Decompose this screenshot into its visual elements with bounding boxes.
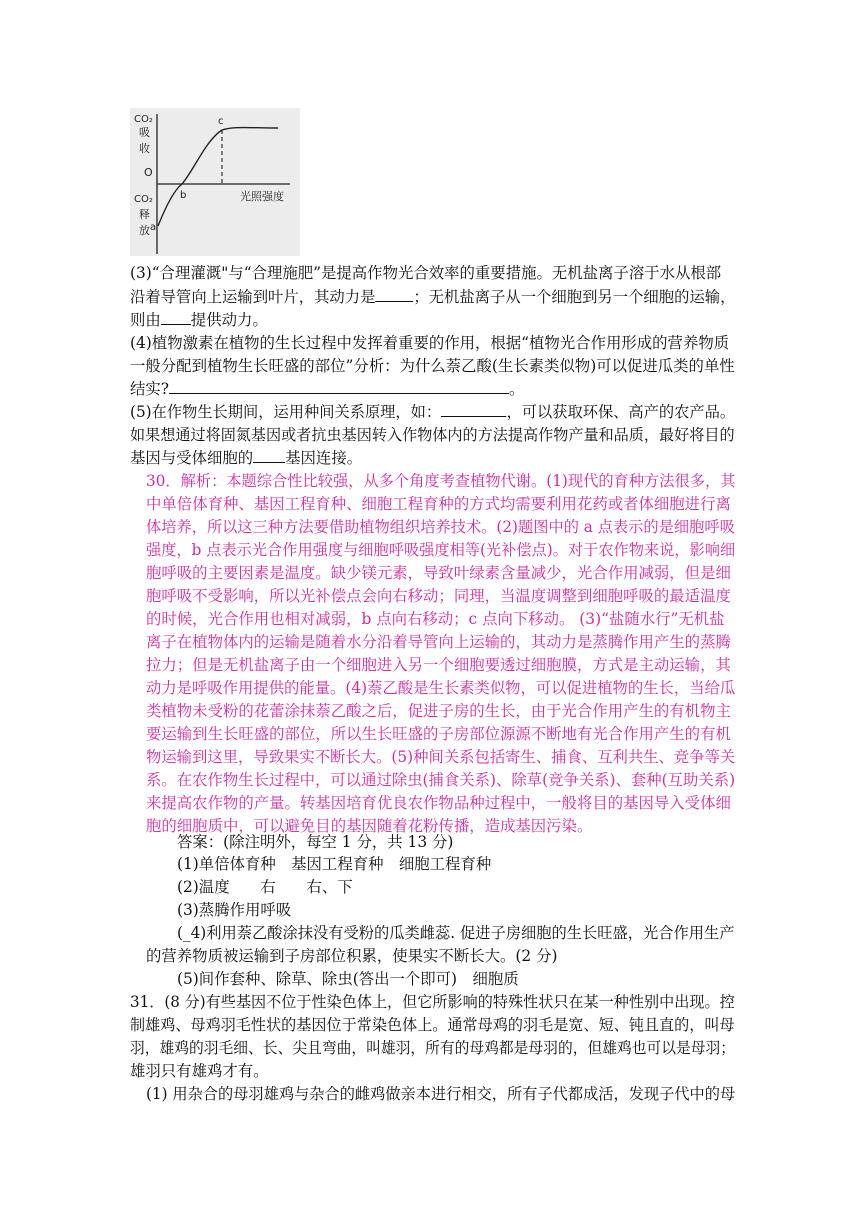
answer-4-line-1: (_4)利用萘乙酸涂抹没有受粉的瓜类雌蕊. 促进子房细胞的生长旺盛，光合作用生产 [177,924,735,942]
y-bottom-label-1: CO₂ [134,194,153,205]
analysis-line: 胞呼吸的主要因素是温度。缺少镁元素，导致叶绿素含量减少，光合作用减弱，但是细 [146,564,731,582]
y-top-label-3: 收 [139,142,150,155]
q3-line-1: (3)“合理灌溉"与“合理施肥”是提高作物光合效率的重要措施。无机盐离子溶于水从根部 [130,264,722,282]
point-a-label: a [150,222,157,233]
q4-line-3-a: 结实? [130,380,170,398]
q5-line-3-b: 基因连接。 [285,449,363,467]
q5-line-1-a: (5)在作物生长期间，运用种间关系原理，如： [130,403,442,421]
analysis-line: 动力是呼吸作用提供的能量。(4)萘乙酸是生长素类似物，可以促进植物的生长，当给瓜 [146,679,736,697]
co2-light-curve-svg [130,108,300,256]
q3-line-3-a: 则由 [130,311,161,329]
q4-line-3-b: 。 [509,380,525,398]
analysis-line: 体培养，所以这三种方法要借助植物组织培养技术。(2)题图中的 a 点表示的是细胞呼吸 [146,518,735,536]
q31-line-3: 羽，雄鸡的羽毛细、长、尖且弯曲，叫雄羽，所有的母鸡都是母羽的，但雄鸡也可以是母羽； [130,1039,736,1057]
curve-line [158,128,278,227]
origin-label: O [144,166,153,179]
analysis-line: 30．解析：本题综合性比较强，从多个角度考查植物代谢。(1)现代的育种方法很多，其 [146,472,736,490]
answer-5: (5)间作套种、除草、除虫(答出一个即可) 细胞质 [177,970,519,988]
q31-line-5: (1) 用杂合的母羽雄鸡与杂合的雌鸡做亲本进行相交，所有子代都成活，发现子代中的母 [146,1085,736,1103]
y-bottom-label-3: 放 [139,224,150,237]
q4-line-2: 一般分配到植物生长旺盛的部位”分析：为什么萘乙酸(生长素类似物)可以促进瓜类的单性 [130,357,735,375]
analysis-line: 要运输到生长旺盛的部位，所以生长旺盛的子房部位源源不断地有光合作用产生的有机 [146,725,731,743]
analysis-line: 强度，b 点表示光合作用强度与细胞呼吸强度相等(光补偿点)。对于农作物来说，影响细 [146,541,736,559]
q3-line-3 [130,309,268,332]
q3-blank-2[interactable] [161,310,191,325]
q4-blank[interactable] [169,379,509,394]
point-b-label: b [180,190,187,201]
analysis-line: 拉力；但是无机盐离子由一个细胞进入另一个细胞要透过细胞膜，方式是主动运输，其 [146,656,731,674]
analysis-line: 系。在农作物生长过程中，可以通过除虫(捕食关系)、除草(竞争关系)、套种(互助关系) [146,771,736,789]
y-bottom-label-2: 释 [139,208,150,221]
q3-blank-1[interactable] [375,287,413,302]
q31-line-1: 31．(8 分)有些基因不位于性染色体上，但它所影响的特殊性状只在某一种性别中出现。控 [130,993,735,1011]
q5-line-1 [130,401,735,424]
q3-line-2 [130,286,735,309]
q31-line-4: 雄羽只有雄鸡才有。 [130,1062,269,1080]
answer-1: (1)单倍体育种 基因工程育种 细胞工程育种 [177,855,492,873]
point-c-label: c [218,116,224,127]
q5-line-1-b: ，可以获取环保、高产的农产品。 [506,403,736,421]
analysis-line: 类植物未受粉的花蕾涂抹萘乙酸之后，促进子房的生长，由于光合作用产生的有机物主 [146,702,731,720]
q4-line-1: (4)植物激素在植物的生长过程中发挥着重要的作用，根据“植物光合作用形成的营养物质 [130,334,730,352]
q3-line-2-a: 沿着导管向上运输到叶片，其动力是 [130,288,376,306]
analysis-line: 物运输到这里，导致果实不断长大。(5)种间关系包括寄生、捕食、互利共生、竞争等关 [146,748,736,766]
q4-line-3 [130,378,524,401]
q3-line-3-b: 提供动力。 [190,311,268,329]
analysis-line: 来提高农作物的产量。转基因培育优良农作物品种过程中，一般将目的基因导入受体细 [146,794,731,812]
answer-4-line-2: 的营养物质被运输到子房部位积累，使果实不断长大。(2 分) [146,947,558,965]
analysis-line: 胞的细胞质中，可以避免目的基因随着花粉传播，造成基因污染。 [146,817,593,835]
x-axis-label: 光照强度 [240,190,284,203]
q5-line-3 [130,447,362,470]
analysis-line: 离子在植物体内的运输是随着水分沿着导管向上运输的，其动力是蒸腾作用产生的蒸腾 [146,633,731,651]
analysis-line: 中单倍体育种、基因工程育种、细胞工程育种的方式均需要利用花药或者体细胞进行离 [146,495,731,513]
analysis-line: 胞呼吸不受影响，所以光补偿点会向右移动；同理，当温度调整到细胞呼吸的最适温度 [146,587,731,605]
y-top-label-2: 吸 [139,126,150,139]
answer-2: (2)温度 右 右、下 [177,878,353,896]
q5-line-3-a: 基因与受体细胞的 [130,449,254,467]
q31-line-2: 制雄鸡、母鸡羽毛性状的基因位于常染色体上。通常母鸡的羽毛是宽、短、钝且直的，叫母 [130,1016,735,1034]
q5-blank-2[interactable] [253,448,285,463]
answer-3: (3)蒸腾作用呼吸 [177,901,292,919]
q5-blank-1[interactable] [441,402,506,417]
answer-header: 答案：(除注明外，每空 1 分，共 13 分) [177,833,454,851]
y-top-label-1: CO₂ [134,114,153,125]
analysis-line: 的时候，光合作用也相对减弱，b 点向右移动；c 点向下移动。 (3)“盐随水行”无机盐 [146,610,725,628]
q3-line-2-b: ；无机盐离子从一个细胞到另一个细胞的运输， [413,288,736,306]
q5-line-2: 如果想通过将固氮基因或者抗虫基因转入作物体内的方法提高作物产量和品质，最好将目的 [130,426,735,444]
co2-light-curve-figure [130,108,300,256]
